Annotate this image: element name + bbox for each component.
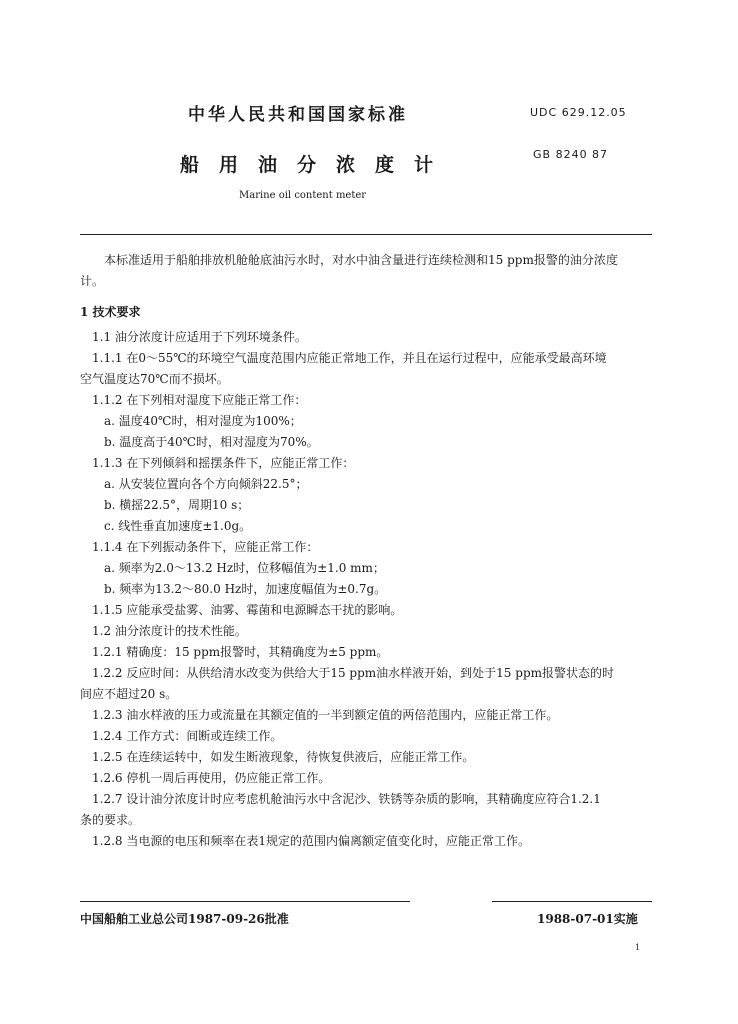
clause-1-2-3: 1.2.3 油水样液的压力或流量在其额定值的一半到额定值的两倍范围内，应能正常工作。 (92, 708, 559, 722)
footer-divider-left (80, 901, 410, 902)
section-1-heading: 1 技术要求 (80, 305, 141, 319)
clause-1-1-2: 1.1.2 在下列相对湿度下应能正常工作： (92, 393, 307, 407)
item-b-humidity: b. 温度高于40℃时，相对湿度为70%。 (104, 435, 319, 449)
effective-date: 1988-07-01实施 (537, 912, 638, 926)
clause-1-2-1: 1.2.1 精确度：15 ppm报警时，其精确度为±5 ppm。 (92, 645, 389, 659)
clause-1-1-4: 1.1.4 在下列振动条件下，应能正常工作： (92, 540, 319, 554)
clause-1-2-5: 1.2.5 在连续运转中，如发生断液现象，待恢复供液后，应能正常工作。 (92, 750, 475, 764)
clause-1-2-7: 1.2.7 设计油分浓度计时应考虑机舱油污水中含泥沙、铁锈等杂质的影响，其精确度应符合1.2.1 (92, 792, 601, 806)
clause-1-2-2-cont: 间应不超过20 s。 (80, 687, 178, 701)
clause-1-1-1: 1.1.1 在0～55℃的环境空气温度范围内应能正常地工作，并且在运行过程中，应能承受最高环境 (92, 351, 607, 365)
document-title: 船用油分浓度计 (180, 154, 454, 176)
clause-1-2-2: 1.2.2 反应时间：从供给清水改变为供给大于15 ppm油水样液开始，到处于15 ppm报警状态的时 (92, 666, 615, 680)
item-b-vibration: b. 频率为13.2～80.0 Hz时，加速度幅值为±0.7g。 (104, 582, 387, 596)
item-a-vibration: a. 频率为2.0～13.2 Hz时，位移幅值为±1.0 mm； (104, 561, 385, 575)
english-title: Marine oil content meter (239, 190, 367, 201)
clause-1-2-4: 1.2.4 工作方式：间断或连续工作。 (92, 729, 283, 743)
intro-line-2: 计。 (80, 274, 105, 288)
item-a-humidity: a. 温度40℃时，相对湿度为100%； (104, 414, 302, 428)
header-divider (80, 234, 652, 235)
item-b-roll: b. 横摇22.5°，周期10 s； (104, 498, 250, 512)
clause-1-1-1-cont: 空气温度达70℃而不损坏。 (80, 372, 229, 386)
clause-1-2-8: 1.2.8 当电源的电压和频率在表1规定的范围内偏离额定值变化时，应能正常工作。 (92, 834, 530, 848)
gb-number: GB 8240 87 (533, 148, 609, 161)
clause-1-1: 1.1 油分浓度计应适用于下列环境条件。 (92, 330, 307, 344)
item-a-tilt: a. 从安装位置向各个方向倾斜22.5°； (104, 477, 308, 491)
intro-line-1: 本标准适用于船舶排放机舱舱底油污水时，对水中油含量进行连续检测和15 ppm报警的油分浓度 (104, 253, 618, 267)
approval-line: 中国船舶工业总公司1987-09-26批准 (80, 912, 289, 926)
standard-org-title: 中华人民共和国国家标准 (188, 105, 408, 125)
clause-1-2-7-cont: 条的要求。 (80, 813, 141, 827)
clause-1-2-6: 1.2.6 停机一周后再使用，仍应能正常工作。 (92, 771, 331, 785)
item-c-acceleration: c. 线性垂直加速度±1.0g。 (104, 519, 252, 533)
footer-divider-right (492, 901, 652, 902)
clause-1-1-3: 1.1.3 在下列倾斜和摇摆条件下，应能正常工作： (92, 456, 355, 470)
page-number: 1 (635, 943, 641, 952)
clause-1-1-5: 1.1.5 应能承受盐雾、油雾、霉菌和电源瞬态干扰的影响。 (92, 603, 403, 617)
clause-1-2: 1.2 油分浓度计的技术性能。 (92, 624, 247, 638)
udc-code: UDC 629.12.05 (530, 106, 627, 119)
